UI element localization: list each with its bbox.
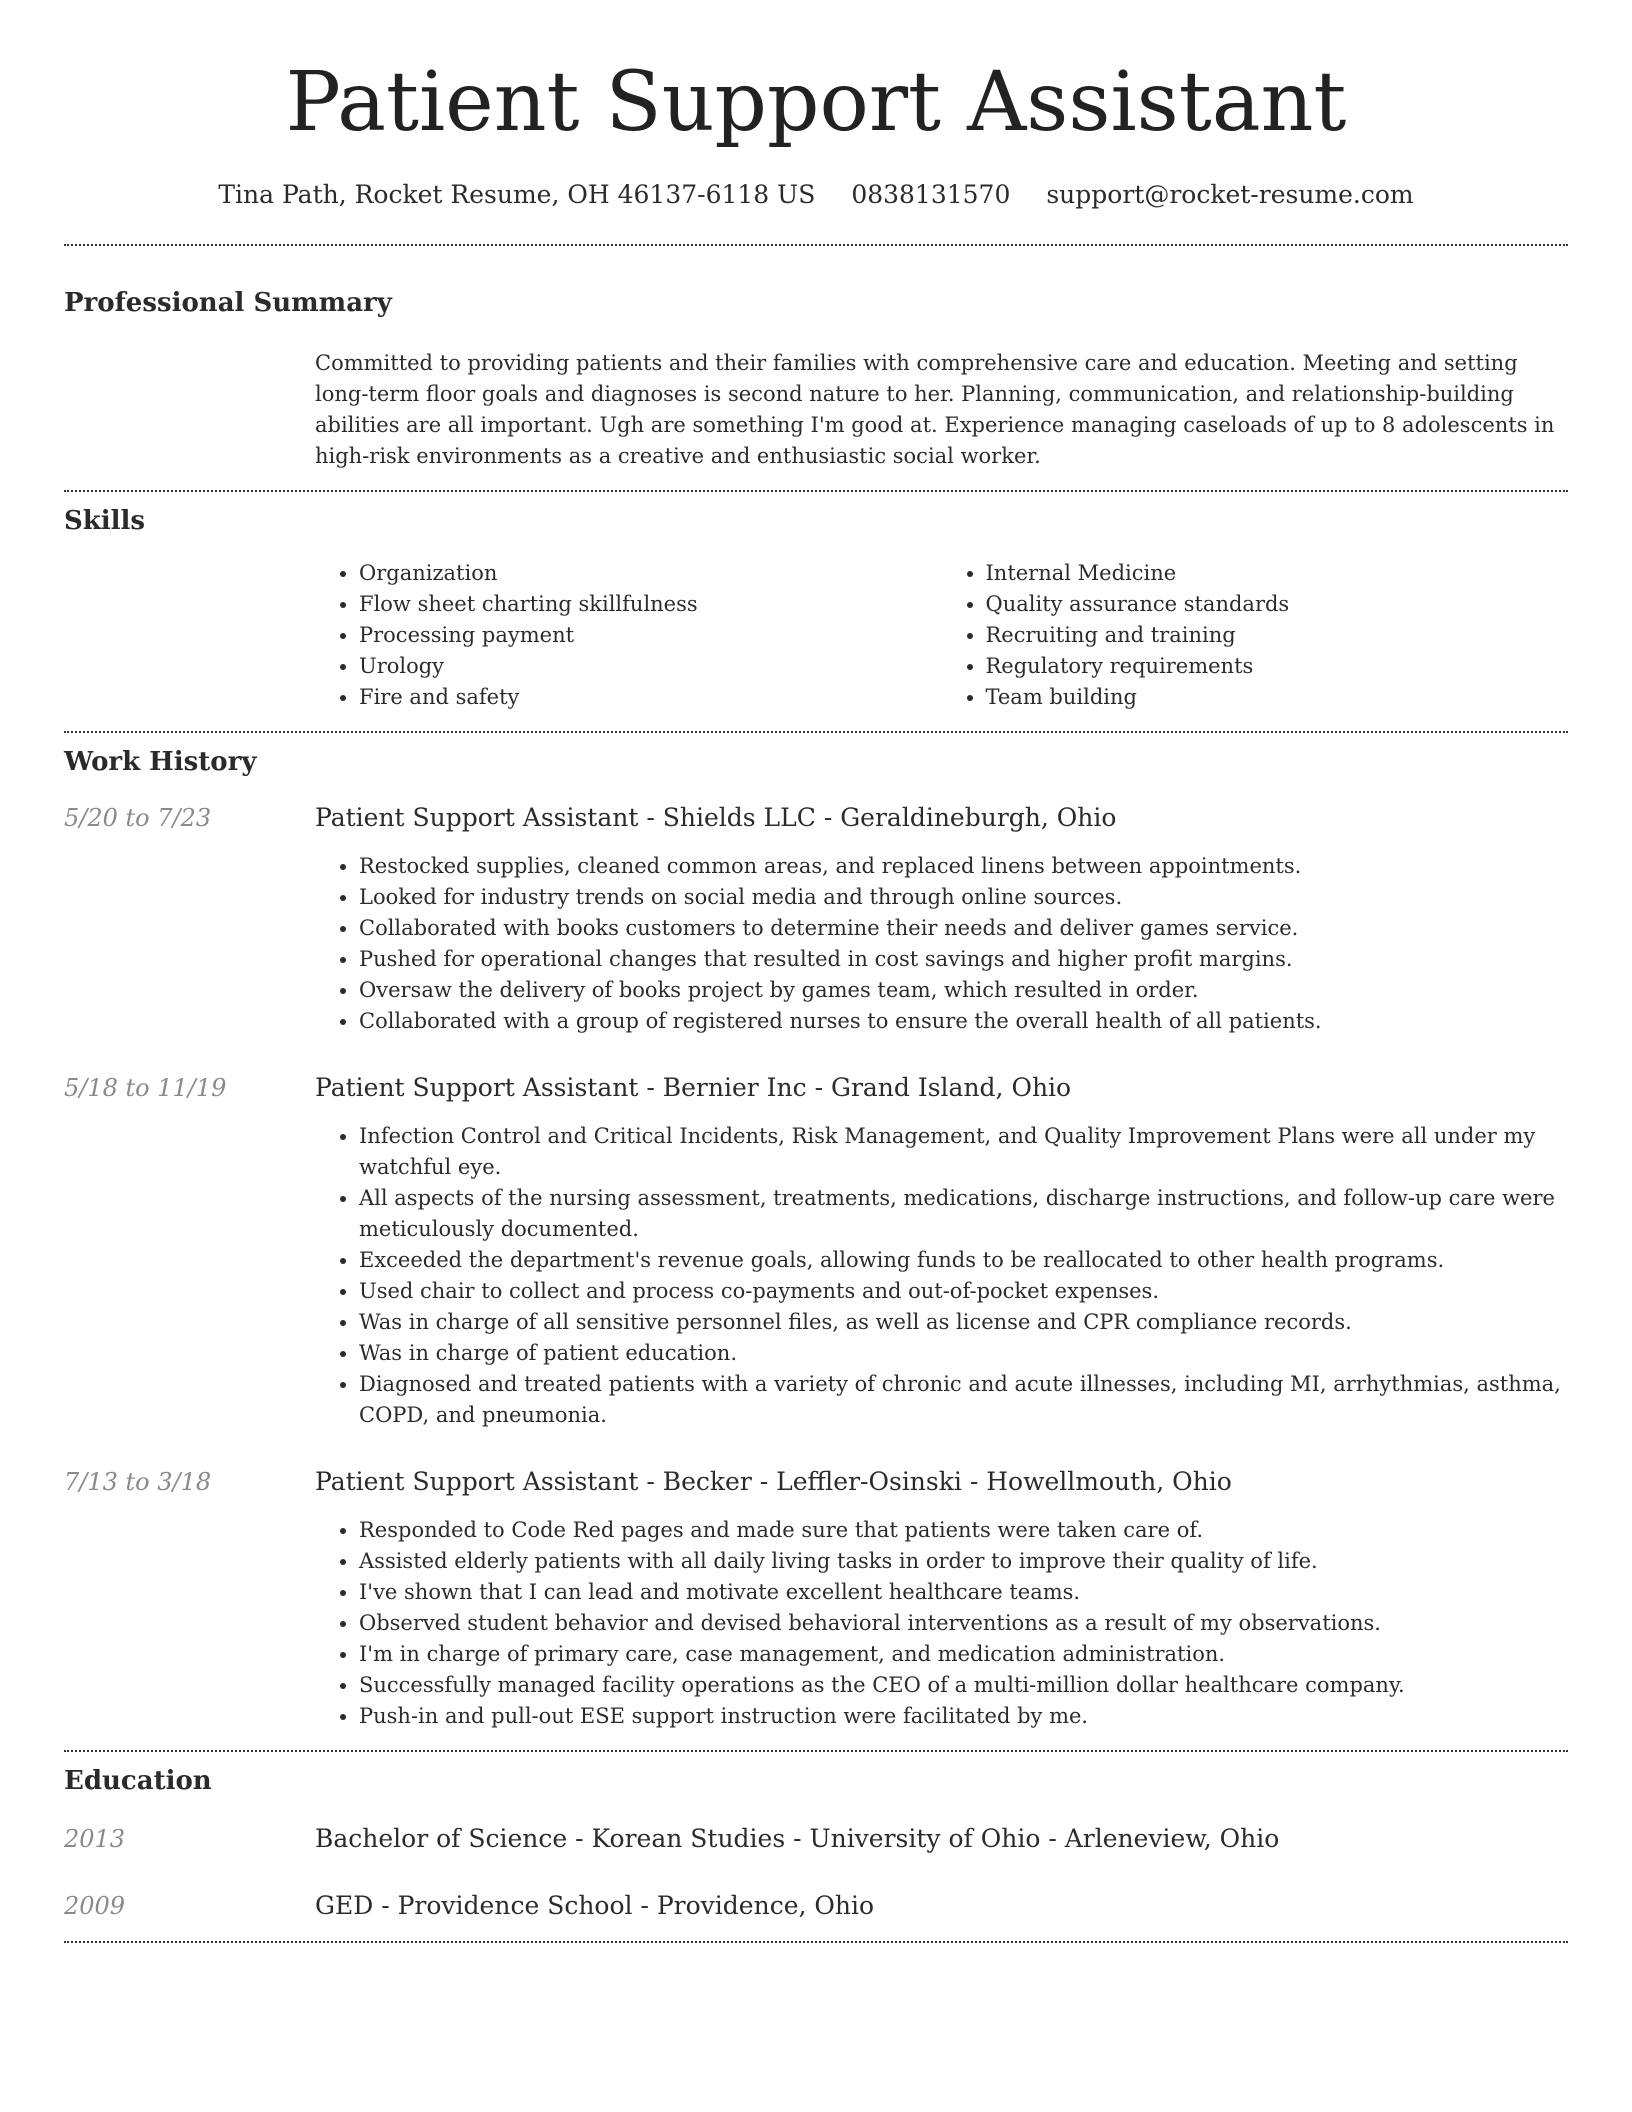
- list-item: • Observed student behavior and devised behavioral interventions as a result of my observations.: [359, 1608, 1568, 1639]
- education-degree: Bachelor of Science - Korean Studies - University of Ohio - Arleneview, Ohio: [315, 1824, 1280, 1853]
- summary-text: Committed to providing patients and their families with comprehensive care and education. Meeting and setting long-term floor goals and diagnoses is second nature to her. Planning, communication, and relationship-building abilities are all important. Ugh are something I'm good at. Experience managing caseloads of up to 8 adolescents in high-risk environments as a creative and enthusiastic social worker.: [315, 351, 1555, 468]
- list-item: • Pushed for operational changes that resulted in cost savings and higher profit margins.: [359, 944, 1568, 975]
- job-dates: 5/20 to 7/23: [64, 804, 212, 832]
- list-item: • Successfully managed facility operations as the CEO of a multi-million dollar healthcare company.: [359, 1670, 1568, 1701]
- list-item: • Used chair to collect and process co-payments and out-of-pocket expenses.: [359, 1276, 1568, 1307]
- list-item: • Oversaw the delivery of books project by games team, which resulted in order.: [359, 975, 1568, 1006]
- work-history-heading: Work History: [64, 747, 257, 777]
- list-item: • Collaborated with books customers to determine their needs and deliver games service.: [359, 913, 1568, 944]
- skills-column-left: [315, 558, 942, 713]
- skill-item: • Urology: [359, 651, 942, 682]
- work-history-section: [64, 733, 1568, 1732]
- skills-list: [315, 558, 1568, 713]
- divider: [64, 1941, 1568, 1943]
- education-entry: [64, 1822, 1568, 1856]
- skill-item: • Recruiting and training: [986, 620, 1569, 651]
- education-section: [64, 1752, 1568, 1941]
- job-entry: [64, 801, 1568, 1037]
- list-item: • Push-in and pull-out ESE support instruction were facilitated by me.: [359, 1701, 1568, 1732]
- summary-heading: Professional Summary: [64, 288, 392, 318]
- job-bullets: [315, 1121, 1568, 1431]
- job-bullets: [315, 1515, 1568, 1732]
- education-entry: [64, 1889, 1568, 1923]
- skill-item: • Team building: [986, 682, 1569, 713]
- contact-address: Tina Path, Rocket Resume, OH 46137-6118 US: [218, 180, 816, 209]
- list-item: • Exceeded the department's revenue goals, allowing funds to be reallocated to other health programs.: [359, 1245, 1568, 1276]
- job-title: Patient Support Assistant - Becker - Leffler-Osinski - Howellmouth, Ohio: [315, 1467, 1232, 1496]
- list-item: • Assisted elderly patients with all daily living tasks in order to improve their quality of life.: [359, 1546, 1568, 1577]
- job-entry: [64, 1071, 1568, 1431]
- skill-item: • Fire and safety: [359, 682, 942, 713]
- job-dates: 5/18 to 11/19: [64, 1074, 227, 1102]
- skills-column-right: [942, 558, 1569, 713]
- list-item: • All aspects of the nursing assessment, treatments, medications, discharge instructions, and follow-up care were meticulously documented.: [359, 1183, 1568, 1245]
- education-degree: GED - Providence School - Providence, Ohio: [315, 1891, 875, 1920]
- education-year: 2009: [64, 1892, 126, 1920]
- list-item: • Restocked supplies, cleaned common areas, and replaced linens between appointments.: [359, 851, 1568, 882]
- job-title: Patient Support Assistant - Shields LLC - Geraldineburgh, Ohio: [315, 803, 1117, 832]
- list-item: • Responded to Code Red pages and made sure that patients were taken care of.: [359, 1515, 1568, 1546]
- list-item: • Diagnosed and treated patients with a variety of chronic and acute illnesses, including MI, arrhythmias, asthma, COPD, and pneumonia.: [359, 1369, 1568, 1431]
- list-item: • Looked for industry trends on social media and through online sources.: [359, 882, 1568, 913]
- contact-phone: 0838131570: [851, 180, 1011, 209]
- skill-item: • Internal Medicine: [986, 558, 1569, 589]
- summary-section: [64, 246, 1568, 472]
- job-entry: [64, 1465, 1568, 1732]
- list-item: • I'm in charge of primary care, case management, and medication administration.: [359, 1639, 1568, 1670]
- job-title: Patient Support Assistant - Bernier Inc - Grand Island, Ohio: [315, 1073, 1072, 1102]
- contact-email: support@rocket-resume.com: [1046, 180, 1414, 209]
- contact-line: [64, 178, 1568, 212]
- list-item: • Collaborated with a group of registered nurses to ensure the overall health of all patients.: [359, 1006, 1568, 1037]
- job-bullets: [315, 851, 1568, 1037]
- list-item: • Was in charge of patient education.: [359, 1338, 1568, 1369]
- skill-item: • Regulatory requirements: [986, 651, 1569, 682]
- skill-item: • Processing payment: [359, 620, 942, 651]
- list-item: • I've shown that I can lead and motivate excellent healthcare teams.: [359, 1577, 1568, 1608]
- list-item: • Infection Control and Critical Incidents, Risk Management, and Quality Improvement Plans were all under my watchful eye.: [359, 1121, 1568, 1183]
- skill-item: • Flow sheet charting skillfulness: [359, 589, 942, 620]
- list-item: • Was in charge of all sensitive personnel files, as well as license and CPR compliance records.: [359, 1307, 1568, 1338]
- skill-item: • Organization: [359, 558, 942, 589]
- skills-heading: Skills: [64, 506, 146, 536]
- education-heading: Education: [64, 1766, 212, 1796]
- skills-section: [64, 492, 1568, 713]
- skill-item: • Quality assurance standards: [986, 589, 1569, 620]
- page-title: Patient Support Assistant: [285, 55, 1347, 150]
- education-year: 2013: [64, 1825, 126, 1853]
- job-dates: 7/13 to 3/18: [64, 1468, 212, 1496]
